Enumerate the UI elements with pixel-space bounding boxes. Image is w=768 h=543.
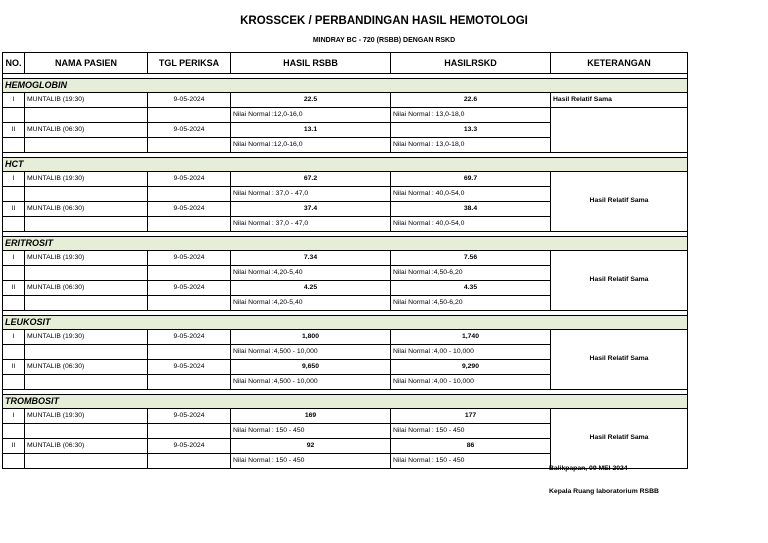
cell-empty xyxy=(148,375,231,390)
cell-nama-pasien: MUNTALIB (19:30) xyxy=(25,409,148,424)
cell-hasil-rskd: 13.3 xyxy=(391,123,551,138)
cell-hasil-rskd: 7.56 xyxy=(391,251,551,266)
cell-empty xyxy=(3,138,25,153)
place-date: Balikpapan, 09 MEI 2024 xyxy=(549,465,628,472)
cell-empty xyxy=(25,424,148,439)
cell-rsbb-normal: Nilai Normal :4,500 - 10,000 xyxy=(231,345,391,360)
cell-empty xyxy=(25,454,148,469)
cell-rsbb-normal: Nilai Normal :12,0-16,0 xyxy=(231,138,391,153)
cell-tgl-periksa: 9-05-2024 xyxy=(148,281,231,296)
comparison-table xyxy=(2,52,688,469)
cell-tgl-periksa: 9-05-2024 xyxy=(148,251,231,266)
cell-tgl-periksa: 9-05-2024 xyxy=(148,202,231,217)
cell-nama-pasien: MUNTALIB (19:30) xyxy=(25,330,148,345)
cell-no: I xyxy=(3,172,25,187)
cell-empty xyxy=(3,296,25,311)
cell-hasil-rskd: 177 xyxy=(391,409,551,424)
cell-hasil-rsbb: 9,650 xyxy=(231,360,391,375)
cell-no: II xyxy=(3,202,25,217)
cell-rsbb-normal: Nilai Normal : 150 - 450 xyxy=(231,454,391,469)
cell-hasil-rsbb: 169 xyxy=(231,409,391,424)
cell-hasil-rsbb: 4.25 xyxy=(231,281,391,296)
cell-no: II xyxy=(3,439,25,454)
section-title: HCT xyxy=(3,158,688,172)
table-row xyxy=(3,330,688,345)
cell-nama-pasien: MUNTALIB (06:30) xyxy=(25,281,148,296)
header-hasil-rsbb: HASIL RSBB xyxy=(231,53,391,74)
cell-empty xyxy=(3,187,25,202)
cell-rskd-normal: Nilai Normal :4,00 - 10,000 xyxy=(391,345,551,360)
cell-empty xyxy=(25,187,148,202)
cell-nama-pasien: MUNTALIB (06:30) xyxy=(25,360,148,375)
cell-empty xyxy=(148,424,231,439)
cell-no: I xyxy=(3,330,25,345)
cell-tgl-periksa: 9-05-2024 xyxy=(148,123,231,138)
cell-nama-pasien: MUNTALIB (06:30) xyxy=(25,123,148,138)
section-header-row xyxy=(3,237,688,251)
cell-empty xyxy=(25,266,148,281)
cell-empty xyxy=(148,454,231,469)
section-title: TROMBOSIT xyxy=(3,395,688,409)
cell-nama-pasien: MUNTALIB (06:30) xyxy=(25,202,148,217)
cell-nama-pasien: MUNTALIB (06:30) xyxy=(25,439,148,454)
header-tgl-periksa: TGL PERIKSA xyxy=(148,53,231,74)
normal-range-row xyxy=(3,138,688,153)
cell-tgl-periksa: 9-05-2024 xyxy=(148,330,231,345)
normal-range-row xyxy=(3,108,688,123)
cell-keterangan-empty xyxy=(551,138,688,153)
cell-empty xyxy=(3,266,25,281)
header-nama-pasien: NAMA PASIEN xyxy=(25,53,148,74)
cell-empty xyxy=(148,296,231,311)
cell-hasil-rskd: 9,290 xyxy=(391,360,551,375)
cell-rsbb-normal: Nilai Normal :4,20-5,40 xyxy=(231,266,391,281)
cell-empty xyxy=(3,424,25,439)
cell-hasil-rsbb: 22.5 xyxy=(231,93,391,108)
cell-empty xyxy=(3,345,25,360)
cell-hasil-rsbb: 37.4 xyxy=(231,202,391,217)
cell-empty xyxy=(148,345,231,360)
section-title: LEUKOSIT xyxy=(3,316,688,330)
cell-rskd-normal: Nilai Normal :4,00 - 10,000 xyxy=(391,375,551,390)
cell-hasil-rsbb: 7.34 xyxy=(231,251,391,266)
cell-no: I xyxy=(3,93,25,108)
section-title: HEMOGLOBIN xyxy=(3,79,688,93)
cell-rsbb-normal: Nilai Normal :4,20-5,40 xyxy=(231,296,391,311)
cell-rskd-normal: Nilai Normal : 150 - 450 xyxy=(391,454,551,469)
cell-empty xyxy=(25,138,148,153)
cell-no: II xyxy=(3,281,25,296)
cell-empty xyxy=(3,108,25,123)
section-header-row xyxy=(3,158,688,172)
cell-tgl-periksa: 9-05-2024 xyxy=(148,172,231,187)
cell-nama-pasien: MUNTALIB (19:30) xyxy=(25,251,148,266)
cell-rskd-normal: Nilai Normal : 40,0-54,0 xyxy=(391,217,551,232)
cell-rskd-normal: Nilai Normal :4,50-6,20 xyxy=(391,296,551,311)
cell-rskd-normal: Nilai Normal : 13,0-18,0 xyxy=(391,108,551,123)
cell-empty xyxy=(148,138,231,153)
document-title: KROSSCEK / PERBANDINGAN HASIL HEMOTOLOGI xyxy=(240,15,528,27)
section-header-row xyxy=(3,395,688,409)
table-header-row xyxy=(3,53,688,74)
cell-empty xyxy=(148,108,231,123)
header-no: NO. xyxy=(3,53,25,74)
cell-empty xyxy=(3,375,25,390)
cell-rsbb-normal: Nilai Normal : 150 - 450 xyxy=(231,424,391,439)
cell-empty xyxy=(25,375,148,390)
cell-rsbb-normal: Nilai Normal : 37,0 - 47,0 xyxy=(231,217,391,232)
cell-empty xyxy=(148,187,231,202)
cell-empty xyxy=(148,266,231,281)
cell-rskd-normal: Nilai Normal : 13,0-18,0 xyxy=(391,138,551,153)
cell-keterangan: Hasil Relatif Sama xyxy=(551,251,688,311)
cell-tgl-periksa: 9-05-2024 xyxy=(148,409,231,424)
cell-rskd-normal: Nilai Normal :4,50-6,20 xyxy=(391,266,551,281)
cell-tgl-periksa: 9-05-2024 xyxy=(148,439,231,454)
table-row xyxy=(3,93,688,108)
cell-empty xyxy=(25,345,148,360)
cell-no: II xyxy=(3,123,25,138)
cell-hasil-rsbb: 67.2 xyxy=(231,172,391,187)
cell-hasil-rskd: 1,740 xyxy=(391,330,551,345)
cell-rsbb-normal: Nilai Normal :12,0-16,0 xyxy=(231,108,391,123)
cell-empty xyxy=(148,217,231,232)
cell-no: I xyxy=(3,251,25,266)
header-keterangan: KETERANGAN xyxy=(551,53,688,74)
cell-nama-pasien: MUNTALIB (19:30) xyxy=(25,172,148,187)
cell-empty xyxy=(3,217,25,232)
table-row xyxy=(3,172,688,187)
document-subtitle: MINDRAY BC - 720 (RSBB) DENGAN RSKD xyxy=(312,37,456,44)
cell-tgl-periksa: 9-05-2024 xyxy=(148,360,231,375)
cell-nama-pasien: MUNTALIB (19:30) xyxy=(25,93,148,108)
cell-hasil-rsbb: 13.1 xyxy=(231,123,391,138)
cell-keterangan: Hasil Relatif Sama xyxy=(551,409,688,469)
cell-empty xyxy=(25,217,148,232)
cell-keterangan: Hasil Relatif Sama xyxy=(551,93,688,108)
signature-title: Kepala Ruang laboratorium RSBB xyxy=(549,488,659,495)
cell-no: II xyxy=(3,360,25,375)
cell-keterangan-empty xyxy=(551,123,688,138)
section-header-row xyxy=(3,79,688,93)
cell-no: I xyxy=(3,409,25,424)
section-header-row xyxy=(3,316,688,330)
cell-rsbb-normal: Nilai Normal :4,500 - 10,000 xyxy=(231,375,391,390)
cell-rsbb-normal: Nilai Normal : 37,0 - 47,0 xyxy=(231,187,391,202)
cell-empty xyxy=(25,296,148,311)
table-row xyxy=(3,409,688,424)
cell-rskd-normal: Nilai Normal : 150 - 450 xyxy=(391,424,551,439)
cell-tgl-periksa: 9-05-2024 xyxy=(148,93,231,108)
header-hasil-rskd: HASILRSKD xyxy=(391,53,551,74)
cell-hasil-rskd: 69.7 xyxy=(391,172,551,187)
cell-empty xyxy=(3,454,25,469)
cell-rskd-normal: Nilai Normal : 40,0-54,0 xyxy=(391,187,551,202)
table-row xyxy=(3,251,688,266)
cell-keterangan: Hasil Relatif Sama xyxy=(551,330,688,390)
table-row xyxy=(3,123,688,138)
cell-hasil-rsbb: 1,800 xyxy=(231,330,391,345)
cell-keterangan: Hasil Relatif Sama xyxy=(551,172,688,232)
cell-hasil-rsbb: 92 xyxy=(231,439,391,454)
cell-hasil-rskd: 86 xyxy=(391,439,551,454)
section-title: ERITROSIT xyxy=(3,237,688,251)
cell-hasil-rskd: 4.35 xyxy=(391,281,551,296)
cell-hasil-rskd: 38.4 xyxy=(391,202,551,217)
cell-keterangan-empty xyxy=(551,108,688,123)
cell-hasil-rskd: 22.6 xyxy=(391,93,551,108)
cell-empty xyxy=(25,108,148,123)
